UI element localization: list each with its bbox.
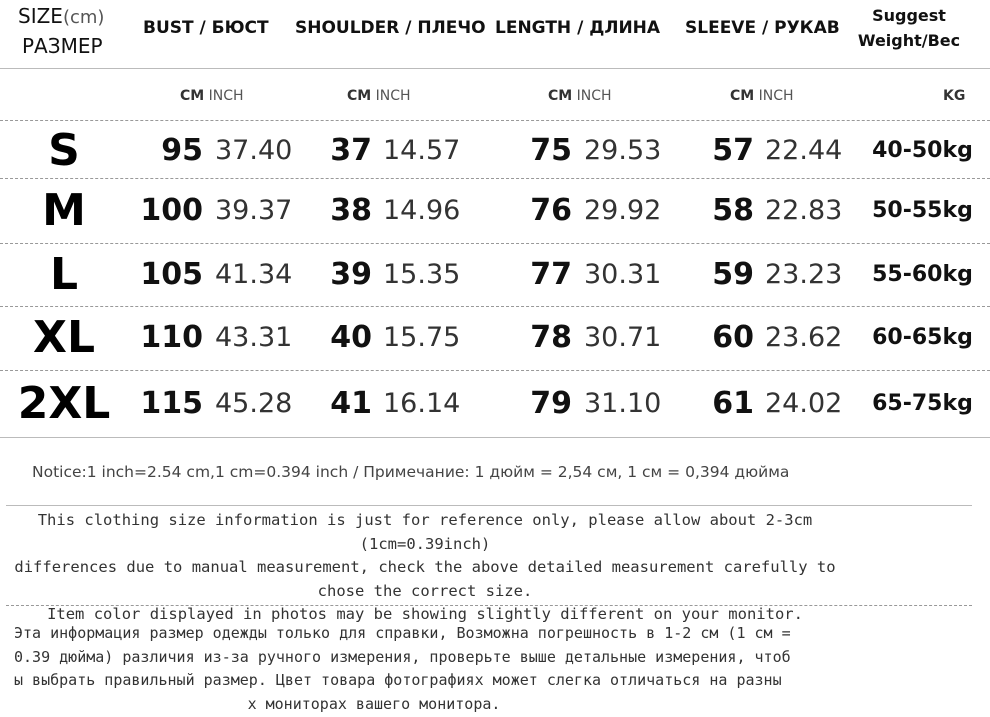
shoulder-units: CM INCH (347, 88, 411, 104)
sleeve-units: CM INCH (730, 88, 794, 104)
notice-divider (6, 505, 972, 506)
sleeve-inch: 24.02 (765, 388, 843, 419)
shoulder-cm: 38 (330, 193, 372, 228)
disclaimer-line: This clothing size information is just for reference only, please allow about 2-3cm (1cm=0.39inch) (37, 511, 813, 553)
length-inch: 29.92 (584, 195, 662, 226)
conversion-notice: Notice:1 inch=2.54 cm,1 cm=0.394 inch / Примечание: 1 дюйм = 2,54 см, 1 см = 0,394 дюйма (32, 463, 790, 481)
size-header-unit: (cm) (62, 7, 105, 28)
weight-value: 60-65kg (872, 325, 973, 350)
sleeve-column-header: SLEEVE / РУКАВ (685, 18, 840, 38)
bust-cm: 105 (140, 257, 203, 292)
length-cm: 78 (530, 320, 572, 355)
size-column-header (18, 4, 104, 28)
table-row (0, 245, 990, 307)
length-cm: 77 (530, 257, 572, 292)
weight-value: 50-55kg (872, 198, 973, 223)
shoulder-cm: 39 (330, 257, 372, 292)
sleeve-inch: 23.23 (765, 259, 843, 290)
length-units: CM INCH (548, 88, 612, 104)
length-cm: 75 (530, 133, 572, 168)
weight-value: 40-50kg (872, 138, 973, 163)
shoulder-inch: 14.96 (383, 195, 461, 226)
shoulder-cm: 40 (330, 320, 372, 355)
table-row (0, 374, 990, 436)
sleeve-cm: 60 (712, 320, 754, 355)
disclaimer-english (0, 509, 850, 627)
bust-inch: 45.28 (215, 388, 293, 419)
disclaimer-line: 0.39 дюйма) различия из-за ручного измерения, проверьте выше детальные измерения, чтоб (14, 647, 791, 666)
row-divider (0, 178, 990, 179)
disclaimer-russian (14, 622, 854, 716)
sleeve-cm: 58 (712, 193, 754, 228)
length-cm: 76 (530, 193, 572, 228)
disclaimer-line: chose the correct size. (317, 581, 533, 600)
shoulder-inch: 15.35 (383, 259, 461, 290)
row-divider (0, 370, 990, 371)
disclaimer-line: differences due to manual measurement, check the above detailed measurement carefully to (14, 558, 836, 576)
shoulder-inch: 14.57 (383, 135, 461, 166)
bust-units: CM INCH (180, 88, 244, 104)
length-cm: 79 (530, 386, 572, 421)
disclaimer-line: х мониторах вашего монитора. (247, 694, 501, 713)
size-label: M (42, 185, 86, 236)
table-bottom-divider (0, 437, 990, 438)
shoulder-column-header: SHOULDER / ПЛЕЧО (295, 18, 486, 38)
shoulder-cm: 37 (330, 133, 372, 168)
table-row (0, 308, 990, 370)
length-column-header: LENGTH / ДЛИНА (495, 18, 661, 38)
sleeve-cm: 57 (712, 133, 754, 168)
bust-cm: 95 (161, 133, 203, 168)
weight-value: 55-60kg (872, 262, 973, 287)
disclaimer-line: ы выбрать правильный размер. Цвет товара фотографиях может слегка отличаться на разны (14, 671, 782, 689)
table-row (0, 181, 990, 243)
bust-cm: 115 (140, 386, 203, 421)
weight-value: 65-75kg (872, 391, 973, 416)
weight-column-header (850, 6, 968, 50)
size-label: L (49, 249, 79, 300)
header-divider (0, 68, 990, 69)
bust-inch: 43.31 (215, 322, 293, 353)
length-inch: 31.10 (584, 388, 662, 419)
row-divider (0, 243, 990, 244)
table-row (0, 121, 990, 183)
size-label: S (48, 125, 80, 176)
length-inch: 29.53 (584, 135, 662, 166)
bust-column-header: BUST / БЮСТ (143, 18, 269, 38)
length-inch: 30.31 (584, 259, 662, 290)
row-divider (0, 306, 990, 307)
sleeve-inch: 23.62 (765, 322, 843, 353)
size-header-label: SIZE (18, 4, 63, 28)
disclaimer-line: Эта информация размер одежды только для справки, Возможна погрешность в 1-2 см (1 см = (14, 624, 791, 642)
sleeve-cm: 59 (712, 257, 754, 292)
bust-inch: 41.34 (215, 259, 293, 290)
shoulder-cm: 41 (330, 386, 372, 421)
sleeve-inch: 22.44 (765, 135, 843, 166)
weight-units: KG (943, 88, 966, 104)
shoulder-inch: 15.75 (383, 322, 461, 353)
length-inch: 30.71 (584, 322, 662, 353)
weight-header-line1: Suggest (872, 6, 946, 25)
weight-header-line2: Weight/Вес (857, 31, 961, 50)
bust-cm: 100 (140, 193, 203, 228)
disclaimer-line: Item color displayed in photos may be showing slightly different on your monitor. (47, 605, 803, 623)
bust-inch: 39.37 (215, 195, 293, 226)
sleeve-cm: 61 (712, 386, 754, 421)
bust-cm: 110 (140, 320, 203, 355)
size-label: 2XL (17, 378, 111, 429)
sleeve-inch: 22.83 (765, 195, 843, 226)
bust-inch: 37.40 (215, 135, 293, 166)
size-label: XL (33, 312, 95, 363)
shoulder-inch: 16.14 (383, 388, 461, 419)
size-header-ru: РАЗМЕР (22, 34, 103, 58)
disclaimer-divider (6, 605, 972, 606)
